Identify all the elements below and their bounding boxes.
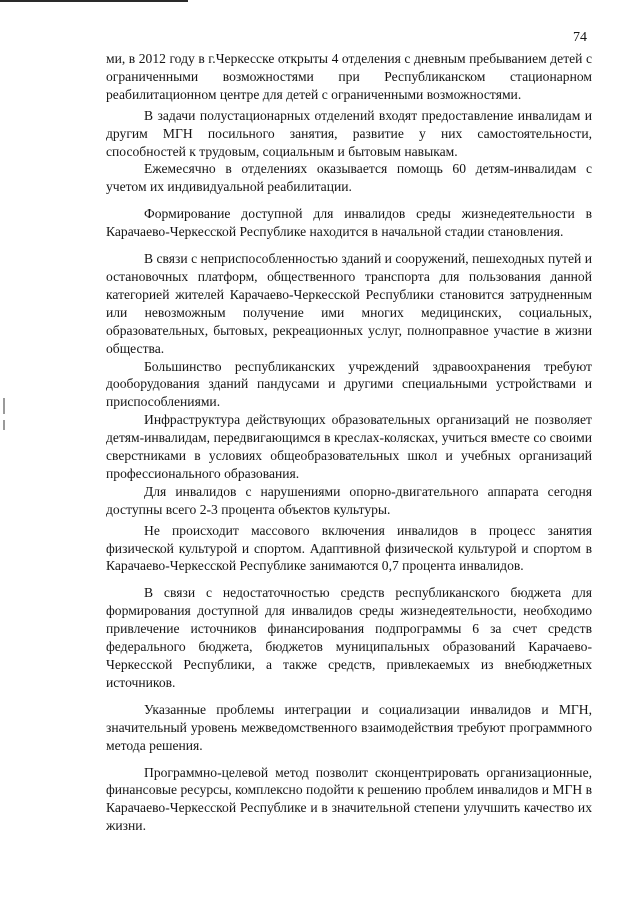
paragraph: В связи с неприспособленностью зданий и сооружений, пешеходных путей и остановочных платформ, общественного транспорта для пользования данной категорией жителей Карачаево-Черкесской Республики становится затрудненным или невозможным получение ими многих медицинских, социальных, образовательных, бытовых, рекреационных услуг, полноправное участие в жизни общества.: [106, 251, 592, 356]
document-body: [106, 50, 592, 835]
paragraph: Для инвалидов с нарушениями опорно-двигательного аппарата сегодня доступны всего 2-3 процента объектов культуры.: [106, 483, 592, 517]
paragraph: Инфраструктура действующих образовательных организаций не позволяет детям-инвалидам, передвигающимся в креслах-колясках, учиться вместе со своими сверстниками в условиях общеобразовательных школ и учебных организаций профессионального образования.: [106, 412, 592, 481]
paragraph: В связи с недостаточностью средств республиканского бюджета для формирования доступной для инвалидов среды жизнедеятельности, необходимо привлечение источников финансирования подпрограммы 6 за счет средств федерального бюджета, бюджетов муниципальных образований Карачаево-Черкесской Республики, а также средств, привлекаемых из внебюджетных источников.: [106, 585, 592, 690]
scan-mark: [3, 420, 5, 430]
paragraph: Формирование доступной для инвалидов среды жизнедеятельности в Карачаево-Черкесской Республике находится в начальной стадии становления.: [106, 206, 592, 240]
paragraph: Ежемесячно в отделениях оказывается помощь 60 детям-инвалидам с учетом их индивидуальной реабилитации.: [106, 161, 592, 195]
paragraph: ми, в 2012 году в г.Черкесске открыты 4 отделения с дневным пребыванием детей с ограниченными возможностями при Республиканском стационарном реабилитационном центре для детей с ограниченными возможностями.: [106, 51, 592, 102]
paragraph: Большинство республиканских учреждений здравоохранения требуют дооборудования зданий пандусами и другими специальными устройствами и приспособлениями.: [106, 358, 592, 410]
scan-mark: [3, 398, 5, 414]
paragraph: Не происходит массового включения инвалидов в процесс занятия физической культурой и спортом. Адаптивной физической культурой и спортом в Карачаево-Черкесской Республике занимаются 0,7 процента инвалидов.: [106, 522, 592, 574]
paragraph: Указанные проблемы интеграции и социализации инвалидов и МГН, значительный уровень межведомственного взаимодействия требуют программного метода решения.: [106, 701, 592, 753]
paragraph: Программно-целевой метод позволит сконцентрировать организационные, финансовые ресурсы, комплексно подойти к решению проблем инвалидов и МГН в Карачаево-Черкесской Республике и в значительной степени улучшить качество их жизни.: [106, 764, 592, 834]
top-rule: [0, 0, 188, 2]
paragraph: В задачи полустационарных отделений входят предоставление инвалидам и другим МГН посильного занятия, развитие у них самостоятельности, способностей к трудовым, социальным и бытовым навыкам.: [106, 107, 592, 159]
page-number: 74: [573, 30, 587, 45]
